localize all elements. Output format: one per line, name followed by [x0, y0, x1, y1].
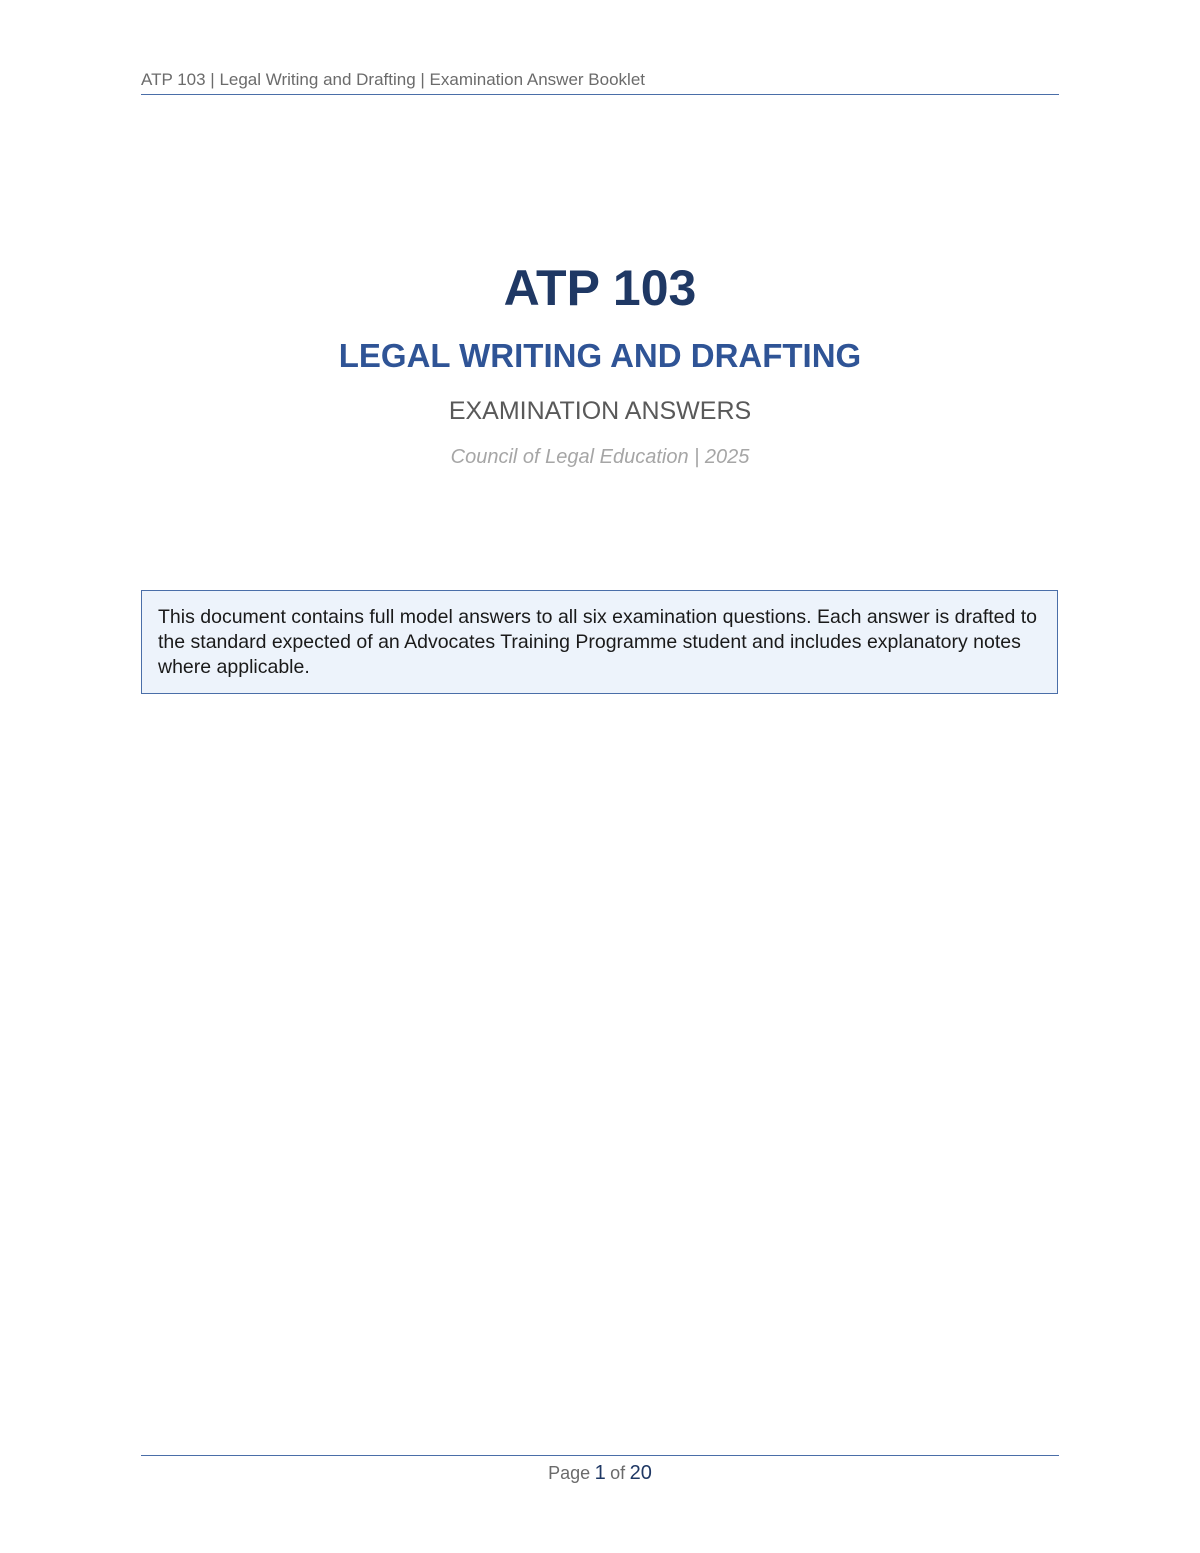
running-header-text: ATP 103 | Legal Writing and Drafting | Examination Answer Booklet [141, 70, 645, 89]
page-number: 1 [594, 1462, 606, 1484]
course-code-title: ATP 103 [503, 260, 697, 316]
of-word: of [610, 1463, 626, 1483]
course-name-subtitle: LEGAL WRITING AND DRAFTING [338, 337, 862, 374]
page-word: Page [548, 1463, 591, 1483]
page-footer [141, 1455, 1059, 1485]
page-header [141, 68, 1059, 95]
notice-text: This document contains full model answers to all six examination questions. Each answer is drafted to the standard expected of an Advocates Training Programme student and includes explanatory notes where applicable. [158, 606, 1038, 678]
notice-box [141, 590, 1058, 694]
total-pages: 20 [629, 1462, 652, 1484]
issuer-line: Council of Legal Education | 2025 [450, 446, 750, 468]
document-type-label: EXAMINATION ANSWERS [448, 397, 752, 425]
cover-title-block [141, 258, 1059, 470]
